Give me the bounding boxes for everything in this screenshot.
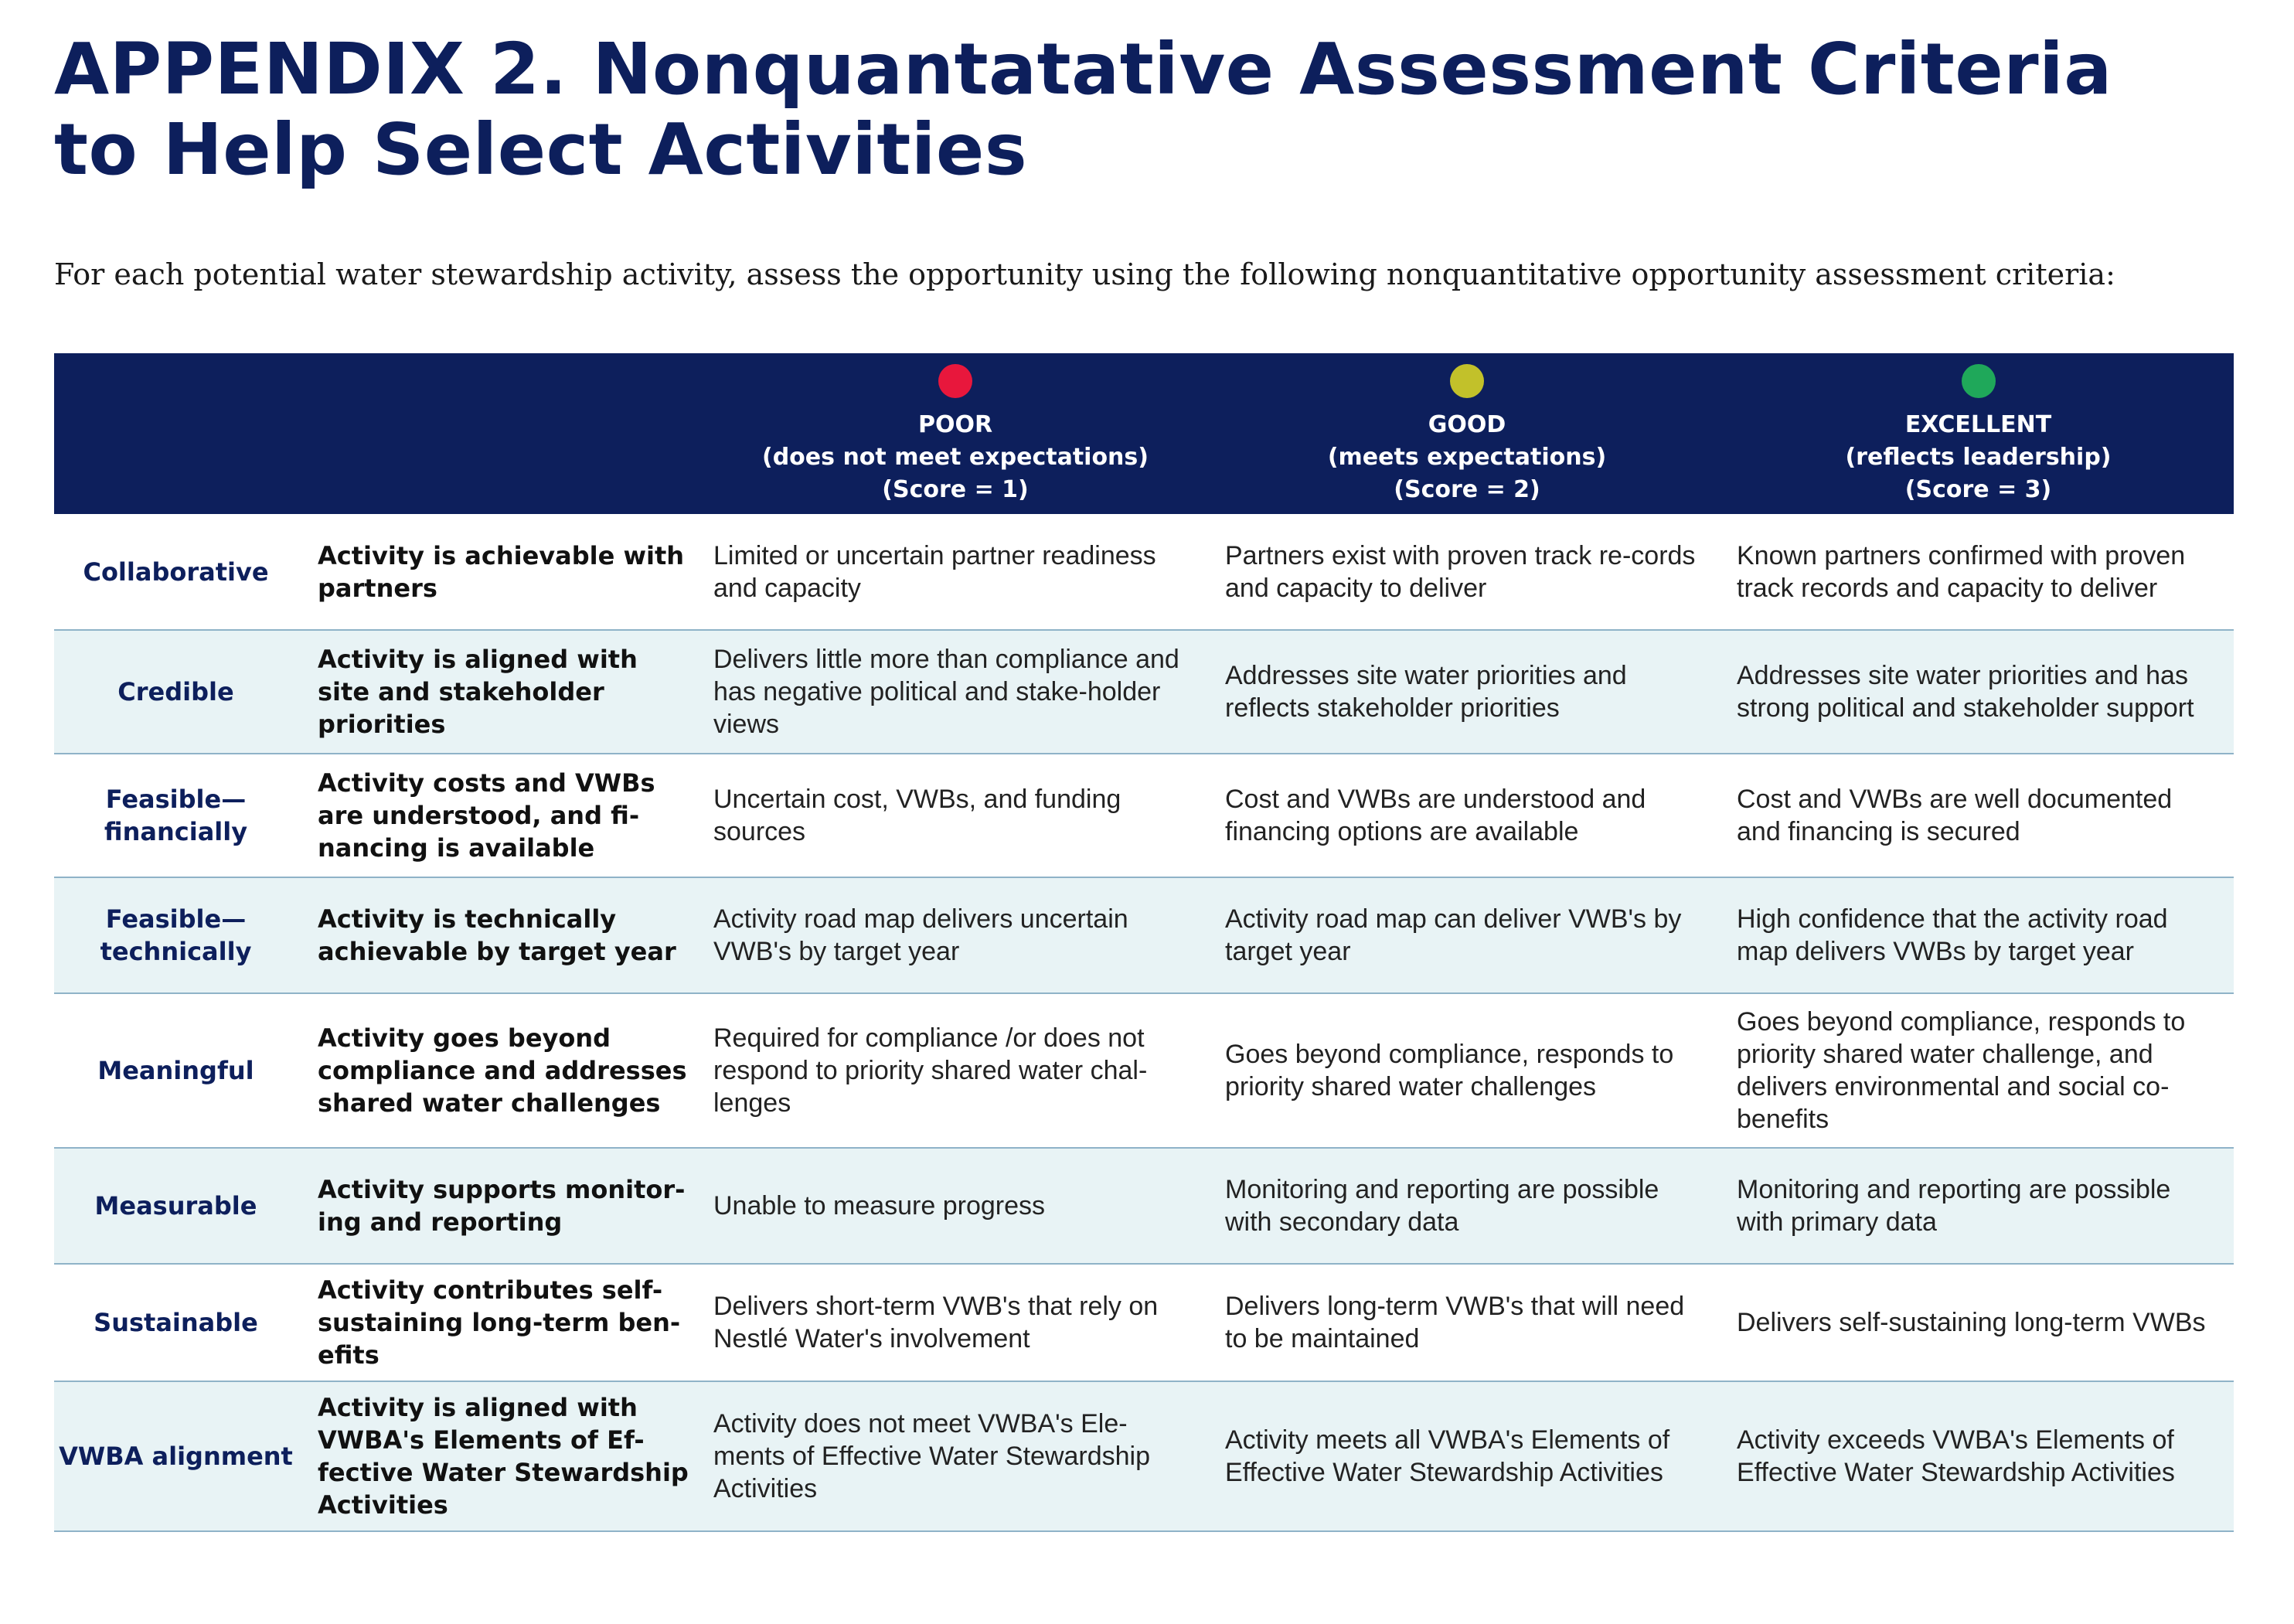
excellent-description: High confidence that the activity road map delivers VWBs by target year	[1737, 904, 2168, 966]
criterion-name: Sustainable	[94, 1308, 258, 1337]
intro-text: For each potential water stewardship activity, assess the opportunity using the following nonquantitative opportunity assessment criteria:	[54, 257, 2115, 291]
poor-description: Limited or uncertain partner readiness and capacity	[713, 540, 1156, 603]
criterion-statement: Activity is aligned with site and stakeholder priorities	[318, 645, 638, 739]
poor-description: Required for compliance /or does not respond to priority shared water chal-lenges	[713, 1023, 1148, 1118]
level-score: (Score = 2)	[1394, 476, 1540, 503]
level-description: (does not meet expectations)	[762, 444, 1149, 471]
page-title: APPENDIX 2. Nonquantatative Assessment Criteria to Help Select Activities	[54, 28, 2112, 191]
good-description: Delivers long-term VWB's that will need to be maintained	[1225, 1292, 1685, 1353]
level-name: POOR	[917, 411, 993, 438]
excellent-description: Known partners confirmed with proven track records and capacity to deliver	[1737, 540, 2186, 603]
criterion-statement: Activity contributes self-sustaining long-term ben-efits	[318, 1275, 681, 1370]
level-score: (Score = 1)	[882, 476, 1029, 503]
criterion-name: Measurable	[94, 1191, 257, 1221]
table-row	[54, 877, 2234, 993]
criterion-name: Feasible—financially	[104, 785, 248, 846]
header-empty-statement	[298, 353, 699, 514]
good-description: Partners exist with proven track re-cords and capacity to deliver	[1225, 540, 1696, 603]
green-circle-icon	[1962, 364, 1996, 398]
level-score: (Score = 3)	[1904, 476, 2052, 503]
header-excellent	[1723, 353, 2234, 514]
poor-description: Activity road map delivers uncertain VWB's by target year	[713, 904, 1128, 966]
good-description: Activity meets all VWBA's Elements of Effective Water Stewardship Activities	[1225, 1425, 1670, 1487]
yellow-circle-icon	[1450, 364, 1484, 398]
table-row	[54, 993, 2234, 1148]
excellent-description: Addresses site water priorities and has strong political and stakeholder support	[1737, 661, 2194, 723]
good-description: Cost and VWBs are understood and financing options are available	[1225, 785, 1646, 846]
good-description: Addresses site water priorities and reflects stakeholder priorities	[1225, 661, 1627, 723]
criterion-statement: Activity costs and VWBs are understood, and fi-nancing is available	[318, 768, 655, 863]
poor-description: Uncertain cost, VWBs, and funding sources	[713, 785, 1121, 846]
level-description: (meets expectations)	[1327, 444, 1607, 471]
table-row	[54, 1264, 2234, 1381]
poor-description: Unable to measure progress	[713, 1191, 1046, 1221]
criterion-statement: Activity is technically achievable by target year	[318, 904, 676, 966]
red-circle-icon	[938, 364, 972, 398]
table-row	[54, 754, 2234, 877]
assessment-criteria-table	[54, 353, 2234, 1532]
table-header-row	[54, 353, 2234, 514]
excellent-description: Cost and VWBs are well documented and financing is secured	[1737, 785, 2173, 846]
excellent-description: Goes beyond compliance, responds to priority shared water challenge, and delivers environmental and social co-benefits	[1737, 1007, 2186, 1134]
criterion-statement: Activity is aligned with VWBA's Elements of Ef-fective Water Stewardship Activities	[318, 1393, 689, 1520]
poor-description: Delivers short-term VWB's that rely on Nestlé Water's involvement	[713, 1292, 1159, 1353]
criterion-name: VWBA alignment	[59, 1442, 293, 1471]
criterion-name: Feasible—technically	[100, 904, 252, 966]
table-row	[54, 514, 2234, 630]
header-poor	[699, 353, 1211, 514]
header-empty-criterion	[54, 353, 298, 514]
poor-description: Activity does not meet VWBA's Ele-ments of Effective Water Stewardship Activities	[713, 1409, 1151, 1503]
table-row	[54, 630, 2234, 754]
level-description: (reflects leadership)	[1845, 444, 2112, 471]
criterion-statement: Activity is achievable with partners	[318, 540, 685, 603]
good-description: Goes beyond compliance, responds to priority shared water challenges	[1225, 1040, 1674, 1101]
criterion-statement: Activity goes beyond compliance and addresses shared water challenges	[318, 1023, 687, 1118]
good-description: Activity road map can deliver VWB's by target year	[1225, 904, 1682, 966]
criterion-name: Meaningful	[97, 1056, 254, 1085]
table-row	[54, 1148, 2234, 1264]
criterion-name: Credible	[117, 677, 234, 706]
criterion-statement: Activity supports monitor-ing and reporting	[318, 1175, 686, 1237]
level-name: GOOD	[1428, 411, 1506, 438]
excellent-description: Activity exceeds VWBA's Elements of Effective Water Stewardship Activities	[1737, 1425, 2175, 1487]
excellent-description: Monitoring and reporting are possible with primary data	[1737, 1175, 2171, 1237]
poor-description: Delivers little more than compliance and has negative political and stake-holder views	[713, 645, 1179, 739]
level-name: EXCELLENT	[1904, 411, 2052, 438]
table-row	[54, 1381, 2234, 1531]
header-good	[1211, 353, 1723, 514]
good-description: Monitoring and reporting are possible with secondary data	[1225, 1175, 1659, 1237]
criterion-name: Collaborative	[83, 557, 269, 587]
excellent-description: Delivers self-sustaining long-term VWBs	[1737, 1308, 2206, 1337]
